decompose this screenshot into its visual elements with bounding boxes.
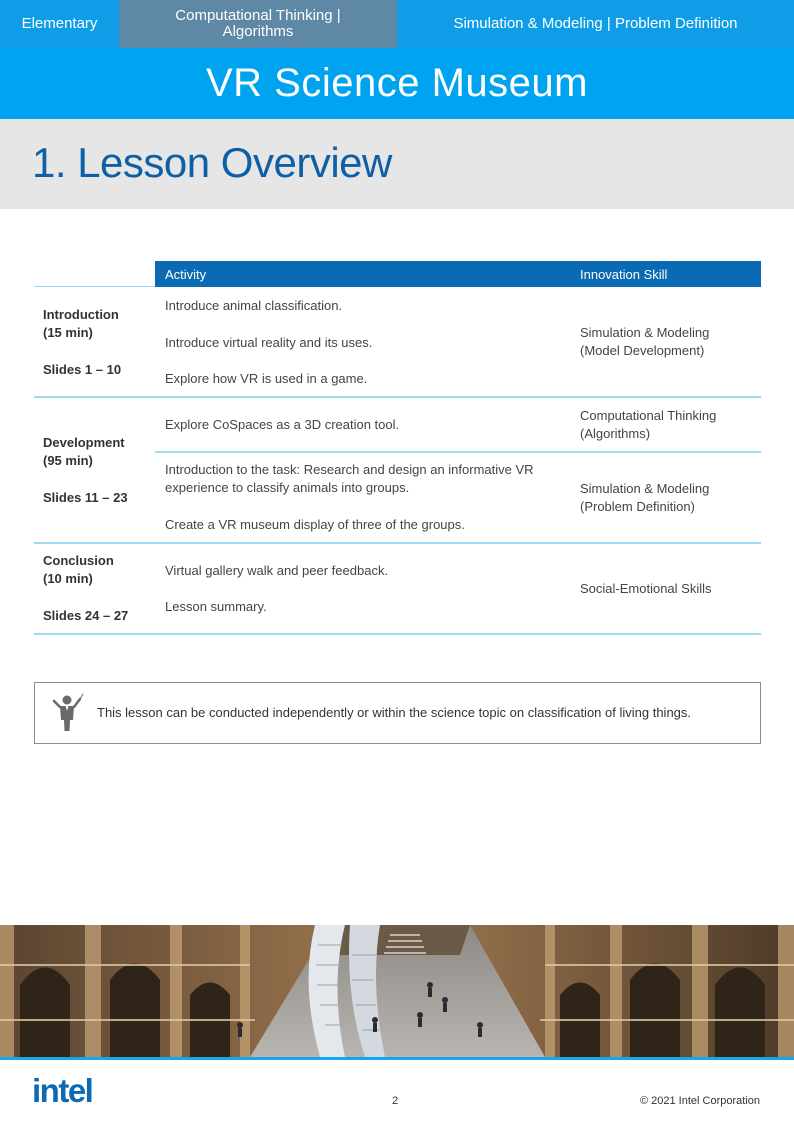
skill-name: Simulation & Modeling [580,481,710,496]
intel-logo: intel [32,1072,93,1109]
skill-name: Computational Thinking [580,408,717,423]
skill-name: Simulation & Modeling [580,325,710,340]
row-divider [34,542,761,544]
row-divider [34,396,761,398]
row-divider [34,633,761,635]
copyright-text: © 2021 Intel Corporation [639,1095,760,1107]
primary-skill-tag [119,0,397,48]
skill-item [580,407,760,443]
teacher-note-box [34,682,761,744]
column-header-activity: Activity [165,267,207,282]
phase-duration: (10 min) [43,571,93,586]
primary-skill-line1: Computational Thinking | [175,7,341,24]
sub-row-divider [155,451,761,453]
top-tag-bar [0,0,794,48]
activity-item: Explore how VR is used in a game. [165,371,368,386]
activity-item: Introduce virtual reality and its uses. [165,335,373,350]
phase-name: Development [43,435,125,450]
phase-name: Introduction [43,307,119,322]
teacher-conductor-icon [49,693,85,733]
skill-detail: (Problem Definition) [580,499,695,514]
note-text: This lesson can be conducted independently or within the science topic on classification of living things. [97,705,692,720]
section-title: 1. Lesson Overview [32,139,392,186]
grade-level-tag: Elementary [21,15,98,32]
primary-skill-line2: Algorithms [222,23,294,40]
skill-detail: (Model Development) [580,343,705,358]
activity-item: Lesson summary. [165,599,267,614]
page-number: 2 [392,1095,399,1107]
header-divider [34,286,155,287]
phase-duration: (95 min) [43,453,93,468]
skill-detail: (Algorithms) [580,426,651,441]
phase-slides: Slides 11 – 23 [43,490,128,505]
activity-item: Virtual gallery walk and peer feedback. [165,563,389,578]
photo-accent-line [0,1057,794,1060]
skill-item [580,580,760,598]
activity-item: Introduction to the task: Research and design an informative VR [165,462,534,477]
activity-item: Introduce animal classification. [165,298,343,313]
phase-slides: Slides 24 – 27 [43,608,129,623]
skill-item [580,480,760,516]
activity-item: Create a VR museum display of three of the groups. [165,517,465,532]
title-banner [0,48,794,119]
column-header-innovation-skill: Innovation Skill [580,267,668,282]
phase-slides: Slides 1 – 10 [43,362,122,377]
museum-hall-photo [0,925,794,1057]
museum-hall-illustration [0,925,794,1057]
phase-duration: (15 min) [43,325,93,340]
skill-item [580,324,760,360]
skill-name: Social-Emotional Skills [580,581,712,596]
secondary-skill-tag: Simulation & Modeling | Problem Definition [453,15,738,32]
table-header [155,261,761,287]
section-heading-band [0,119,794,209]
lesson-title: VR Science Museum [206,61,588,105]
activity-item-continued: experience to classify animals into groups. [165,480,410,495]
activity-item: Explore CoSpaces as a 3D creation tool. [165,417,400,432]
phase-name: Conclusion [43,553,114,568]
